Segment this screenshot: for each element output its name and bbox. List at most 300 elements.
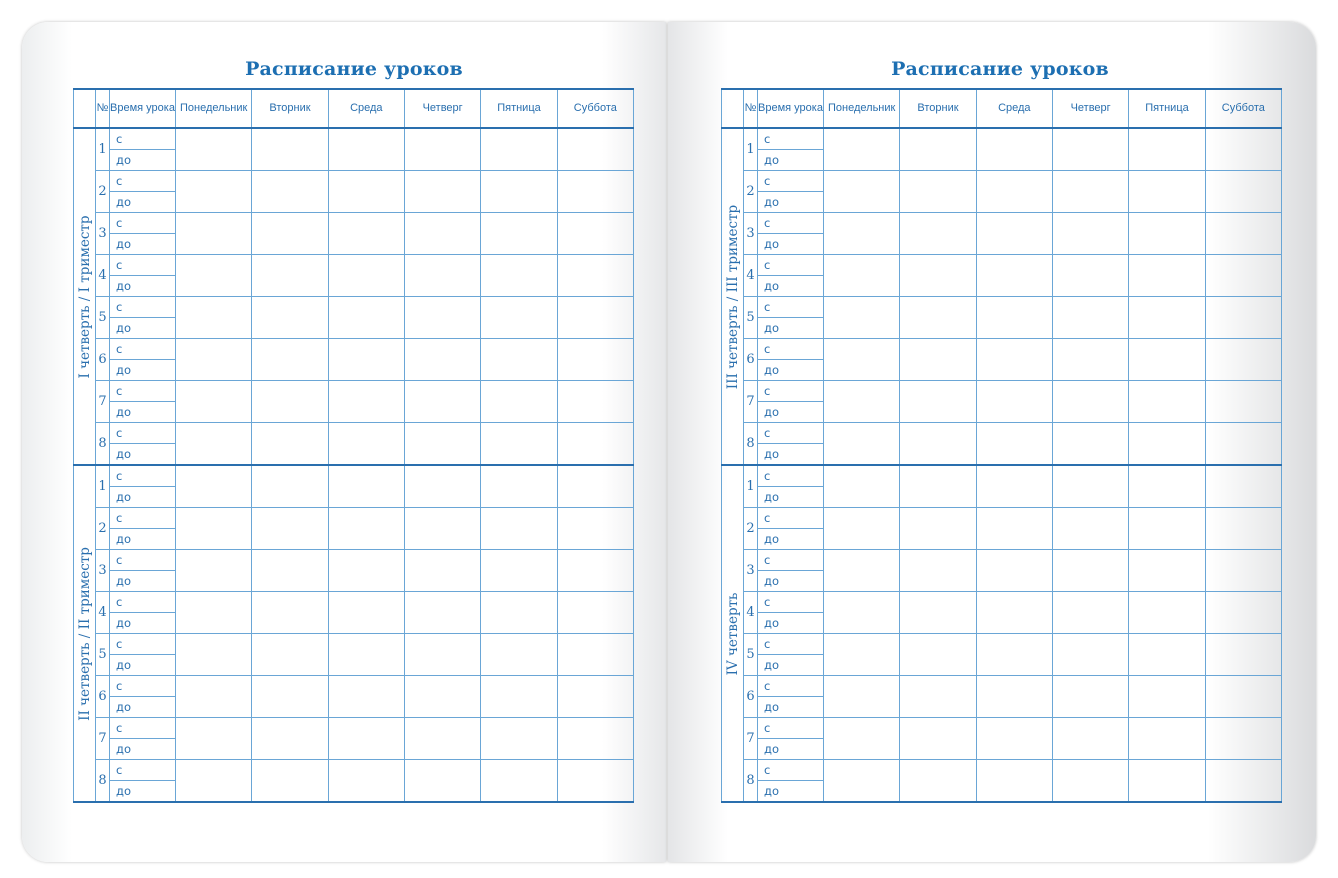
time-from-label: с bbox=[758, 171, 824, 192]
schedule-cell[interactable] bbox=[900, 718, 976, 760]
schedule-cell[interactable] bbox=[404, 423, 480, 466]
schedule-cell[interactable] bbox=[404, 128, 480, 171]
schedule-cell[interactable] bbox=[176, 676, 252, 718]
lesson-number: 4 bbox=[744, 255, 758, 297]
schedule-cell[interactable] bbox=[1129, 550, 1205, 592]
lesson-number: 7 bbox=[96, 381, 110, 423]
time-from-label: с bbox=[758, 592, 824, 613]
lesson-row-from bbox=[722, 718, 1282, 739]
schedule-cell[interactable] bbox=[900, 634, 976, 676]
time-from-label: с bbox=[758, 128, 824, 150]
schedule-cell[interactable] bbox=[1205, 171, 1281, 213]
schedule-cell[interactable] bbox=[481, 255, 557, 297]
schedule-cell[interactable] bbox=[328, 550, 404, 592]
schedule-cell[interactable] bbox=[557, 381, 633, 423]
lesson-row-from bbox=[74, 760, 634, 781]
page-title: Расписание уроков bbox=[245, 58, 463, 80]
schedule-cell[interactable] bbox=[1052, 550, 1128, 592]
schedule-cell[interactable] bbox=[252, 634, 328, 676]
schedule-cell[interactable] bbox=[900, 465, 976, 508]
schedule-cell[interactable] bbox=[176, 592, 252, 634]
lesson-row-from bbox=[722, 255, 1282, 276]
schedule-cell[interactable] bbox=[252, 592, 328, 634]
schedule-cell[interactable] bbox=[404, 255, 480, 297]
schedule-cell[interactable] bbox=[481, 718, 557, 760]
schedule-cell[interactable] bbox=[176, 381, 252, 423]
schedule-cell[interactable] bbox=[900, 255, 976, 297]
schedule-cell[interactable] bbox=[557, 718, 633, 760]
schedule-cell[interactable] bbox=[976, 550, 1052, 592]
schedule-cell[interactable] bbox=[176, 423, 252, 466]
time-to-label: до bbox=[110, 402, 176, 423]
schedule-cell[interactable] bbox=[824, 634, 900, 676]
schedule-cell[interactable] bbox=[252, 760, 328, 803]
schedule-cell[interactable] bbox=[1129, 718, 1205, 760]
schedule-cell[interactable] bbox=[252, 171, 328, 213]
time-from-label: с bbox=[110, 592, 176, 613]
schedule-cell[interactable] bbox=[824, 381, 900, 423]
schedule-cell[interactable] bbox=[481, 128, 557, 171]
schedule-cell[interactable] bbox=[1205, 718, 1281, 760]
schedule-cell[interactable] bbox=[328, 508, 404, 550]
schedule-cell[interactable] bbox=[1052, 339, 1128, 381]
lesson-row-from bbox=[74, 634, 634, 655]
number-header: № bbox=[744, 89, 758, 128]
time-from-label: с bbox=[110, 508, 176, 529]
time-from-label: с bbox=[110, 381, 176, 402]
schedule-cell[interactable] bbox=[1205, 381, 1281, 423]
day-header: Четверг bbox=[1052, 89, 1128, 128]
schedule-cell[interactable] bbox=[404, 213, 480, 255]
schedule-cell[interactable] bbox=[1205, 128, 1281, 171]
schedule-cell[interactable] bbox=[1205, 213, 1281, 255]
time-to-label: до bbox=[758, 234, 824, 255]
schedule-cell[interactable] bbox=[1205, 297, 1281, 339]
schedule-cell[interactable] bbox=[976, 465, 1052, 508]
schedule-cell[interactable] bbox=[252, 339, 328, 381]
time-to-label: до bbox=[758, 276, 824, 297]
time-from-label: с bbox=[110, 550, 176, 571]
schedule-cell[interactable] bbox=[824, 213, 900, 255]
lesson-row-from bbox=[722, 128, 1282, 150]
schedule-cell[interactable] bbox=[824, 297, 900, 339]
lesson-row-from bbox=[722, 339, 1282, 360]
quarter-header bbox=[74, 89, 96, 128]
schedule-cell[interactable] bbox=[976, 213, 1052, 255]
schedule-cell[interactable] bbox=[1129, 213, 1205, 255]
time-from-label: с bbox=[110, 760, 176, 781]
time-from-label: с bbox=[110, 634, 176, 655]
schedule-cell[interactable] bbox=[1129, 128, 1205, 171]
schedule-cell[interactable] bbox=[976, 171, 1052, 213]
schedule-cell[interactable] bbox=[404, 676, 480, 718]
lesson-row-from bbox=[74, 128, 634, 150]
schedule-cell[interactable] bbox=[1052, 760, 1128, 803]
time-to-label: до bbox=[758, 192, 824, 213]
schedule-cell[interactable] bbox=[328, 297, 404, 339]
schedule-cell[interactable] bbox=[328, 676, 404, 718]
time-from-label: с bbox=[758, 339, 824, 360]
schedule-cell[interactable] bbox=[557, 592, 633, 634]
schedule-cell[interactable] bbox=[176, 634, 252, 676]
schedule-cell[interactable] bbox=[404, 381, 480, 423]
schedule-cell[interactable] bbox=[557, 255, 633, 297]
schedule-cell[interactable] bbox=[900, 423, 976, 466]
time-to-label: до bbox=[758, 360, 824, 381]
schedule-cell[interactable] bbox=[1129, 592, 1205, 634]
quarter-label: II четверть / II триместр bbox=[76, 546, 93, 721]
lesson-number: 2 bbox=[744, 171, 758, 213]
left-page bbox=[22, 22, 666, 862]
schedule-cell[interactable] bbox=[481, 297, 557, 339]
schedule-cell[interactable] bbox=[1052, 213, 1128, 255]
schedule-cell[interactable] bbox=[328, 381, 404, 423]
schedule-cell[interactable] bbox=[404, 718, 480, 760]
schedule-cell[interactable] bbox=[1052, 592, 1128, 634]
quarter-label-cell bbox=[722, 128, 744, 465]
schedule-cell[interactable] bbox=[404, 297, 480, 339]
schedule-cell[interactable] bbox=[1129, 423, 1205, 466]
time-from-label: с bbox=[758, 760, 824, 781]
schedule-cell[interactable] bbox=[900, 381, 976, 423]
schedule-cell[interactable] bbox=[328, 128, 404, 171]
schedule-cell[interactable] bbox=[404, 465, 480, 508]
schedule-cell[interactable] bbox=[176, 465, 252, 508]
schedule-cell[interactable] bbox=[1129, 760, 1205, 803]
schedule-cell[interactable] bbox=[976, 255, 1052, 297]
time-from-label: с bbox=[758, 465, 824, 487]
time-to-label: до bbox=[110, 444, 176, 466]
schedule-cell[interactable] bbox=[481, 423, 557, 466]
schedule-cell[interactable] bbox=[976, 128, 1052, 171]
time-to-label: до bbox=[758, 150, 824, 171]
schedule-cell[interactable] bbox=[1205, 508, 1281, 550]
schedule-cell[interactable] bbox=[557, 634, 633, 676]
lesson-row-from bbox=[74, 718, 634, 739]
schedule-cell[interactable] bbox=[1205, 550, 1281, 592]
schedule-cell[interactable] bbox=[900, 297, 976, 339]
schedule-cell[interactable] bbox=[481, 760, 557, 803]
schedule-cell[interactable] bbox=[176, 128, 252, 171]
lesson-number: 8 bbox=[96, 760, 110, 803]
schedule-cell[interactable] bbox=[404, 339, 480, 381]
schedule-cell[interactable] bbox=[824, 718, 900, 760]
schedule-cell[interactable] bbox=[328, 760, 404, 803]
time-to-label: до bbox=[110, 739, 176, 760]
schedule-cell[interactable] bbox=[1052, 255, 1128, 297]
schedule-cell[interactable] bbox=[900, 760, 976, 803]
time-from-label: с bbox=[110, 128, 176, 150]
schedule-cell[interactable] bbox=[900, 213, 976, 255]
lesson-row-from bbox=[722, 381, 1282, 402]
schedule-cell[interactable] bbox=[328, 213, 404, 255]
schedule-table bbox=[73, 88, 634, 803]
lesson-row-from bbox=[722, 550, 1282, 571]
time-to-label: до bbox=[110, 360, 176, 381]
time-to-label: до bbox=[758, 529, 824, 550]
schedule-cell[interactable] bbox=[328, 171, 404, 213]
schedule-cell[interactable] bbox=[557, 128, 633, 171]
time-to-label: до bbox=[110, 150, 176, 171]
schedule-cell[interactable] bbox=[328, 255, 404, 297]
lesson-row-from bbox=[722, 171, 1282, 192]
lesson-row-from bbox=[722, 465, 1282, 487]
time-from-label: с bbox=[758, 297, 824, 318]
schedule-cell[interactable] bbox=[328, 423, 404, 466]
time-to-label: до bbox=[110, 487, 176, 508]
schedule-cell[interactable] bbox=[824, 676, 900, 718]
day-header: Суббота bbox=[1205, 89, 1281, 128]
schedule-cell[interactable] bbox=[557, 423, 633, 466]
lesson-number: 3 bbox=[96, 550, 110, 592]
schedule-cell[interactable] bbox=[900, 550, 976, 592]
schedule-cell[interactable] bbox=[976, 634, 1052, 676]
day-header: Понедельник bbox=[176, 89, 252, 128]
lesson-row-from bbox=[74, 592, 634, 613]
lesson-row-from bbox=[722, 634, 1282, 655]
quarter-label-cell bbox=[722, 465, 744, 802]
schedule-cell[interactable] bbox=[900, 128, 976, 171]
schedule-cell[interactable] bbox=[176, 508, 252, 550]
schedule-cell[interactable] bbox=[481, 465, 557, 508]
schedule-cell[interactable] bbox=[900, 171, 976, 213]
time-to-label: до bbox=[110, 234, 176, 255]
time-to-label: до bbox=[758, 781, 824, 803]
schedule-cell[interactable] bbox=[557, 550, 633, 592]
schedule-cell[interactable] bbox=[824, 465, 900, 508]
schedule-cell[interactable] bbox=[404, 592, 480, 634]
schedule-cell[interactable] bbox=[824, 760, 900, 803]
schedule-cell[interactable] bbox=[481, 339, 557, 381]
schedule-cell[interactable] bbox=[1052, 465, 1128, 508]
schedule-cell[interactable] bbox=[481, 634, 557, 676]
schedule-cell[interactable] bbox=[976, 381, 1052, 423]
schedule-cell[interactable] bbox=[824, 508, 900, 550]
schedule-cell[interactable] bbox=[976, 297, 1052, 339]
schedule-cell[interactable] bbox=[481, 550, 557, 592]
quarter-label: I четверть / I триместр bbox=[76, 214, 93, 379]
schedule-cell[interactable] bbox=[176, 255, 252, 297]
schedule-cell[interactable] bbox=[900, 592, 976, 634]
schedule-cell[interactable] bbox=[976, 423, 1052, 466]
schedule-cell[interactable] bbox=[481, 592, 557, 634]
schedule-cell[interactable] bbox=[404, 550, 480, 592]
schedule-cell[interactable] bbox=[824, 128, 900, 171]
schedule-cell[interactable] bbox=[1205, 634, 1281, 676]
schedule-cell[interactable] bbox=[824, 171, 900, 213]
schedule-cell[interactable] bbox=[481, 508, 557, 550]
schedule-cell[interactable] bbox=[1052, 508, 1128, 550]
time-to-label: до bbox=[110, 192, 176, 213]
schedule-cell[interactable] bbox=[1129, 381, 1205, 423]
lesson-number: 7 bbox=[96, 718, 110, 760]
time-to-label: до bbox=[758, 402, 824, 423]
lesson-number: 1 bbox=[96, 128, 110, 171]
schedule-cell[interactable] bbox=[1052, 128, 1128, 171]
schedule-cell[interactable] bbox=[252, 465, 328, 508]
schedule-cell[interactable] bbox=[328, 718, 404, 760]
time-from-label: с bbox=[758, 550, 824, 571]
schedule-cell[interactable] bbox=[1052, 423, 1128, 466]
quarter-label-cell bbox=[74, 465, 96, 802]
schedule-cell[interactable] bbox=[252, 381, 328, 423]
schedule-cell[interactable] bbox=[557, 508, 633, 550]
schedule-cell[interactable] bbox=[176, 213, 252, 255]
schedule-cell[interactable] bbox=[824, 339, 900, 381]
time-from-label: с bbox=[110, 171, 176, 192]
lesson-number: 5 bbox=[744, 634, 758, 676]
page-title: Расписание уроков bbox=[891, 58, 1109, 80]
schedule-cell[interactable] bbox=[1205, 465, 1281, 508]
schedule-cell[interactable] bbox=[1129, 676, 1205, 718]
schedule-cell[interactable] bbox=[252, 297, 328, 339]
schedule-cell[interactable] bbox=[1129, 508, 1205, 550]
time-from-label: с bbox=[110, 297, 176, 318]
schedule-cell[interactable] bbox=[824, 592, 900, 634]
schedule-cell[interactable] bbox=[481, 171, 557, 213]
schedule-cell[interactable] bbox=[976, 718, 1052, 760]
quarter-label: IV четверть bbox=[724, 592, 741, 675]
schedule-cell[interactable] bbox=[176, 339, 252, 381]
schedule-cell[interactable] bbox=[1129, 297, 1205, 339]
schedule-cell[interactable] bbox=[176, 550, 252, 592]
lesson-row-from bbox=[722, 508, 1282, 529]
schedule-cell[interactable] bbox=[1205, 676, 1281, 718]
schedule-cell[interactable] bbox=[176, 718, 252, 760]
schedule-cell[interactable] bbox=[481, 676, 557, 718]
schedule-cell[interactable] bbox=[1052, 634, 1128, 676]
lesson-number: 7 bbox=[744, 718, 758, 760]
schedule-cell[interactable] bbox=[252, 550, 328, 592]
schedule-cell[interactable] bbox=[252, 213, 328, 255]
lesson-row-from bbox=[722, 676, 1282, 697]
lesson-row-from bbox=[722, 213, 1282, 234]
day-header: Понедельник bbox=[824, 89, 900, 128]
schedule-cell[interactable] bbox=[404, 634, 480, 676]
quarter-label-cell bbox=[74, 128, 96, 465]
schedule-cell[interactable] bbox=[1205, 339, 1281, 381]
lesson-row-from bbox=[722, 423, 1282, 444]
schedule-cell[interactable] bbox=[900, 339, 976, 381]
time-from-label: с bbox=[758, 718, 824, 739]
lesson-number: 8 bbox=[96, 423, 110, 466]
schedule-cell[interactable] bbox=[557, 339, 633, 381]
schedule-cell[interactable] bbox=[557, 760, 633, 803]
time-to-label: до bbox=[110, 571, 176, 592]
schedule-cell[interactable] bbox=[481, 381, 557, 423]
day-header: Вторник bbox=[252, 89, 328, 128]
schedule-cell[interactable] bbox=[328, 592, 404, 634]
schedule-cell[interactable] bbox=[1205, 592, 1281, 634]
schedule-cell[interactable] bbox=[1129, 339, 1205, 381]
schedule-cell[interactable] bbox=[328, 339, 404, 381]
schedule-cell[interactable] bbox=[824, 423, 900, 466]
schedule-cell[interactable] bbox=[557, 213, 633, 255]
day-header: Вторник bbox=[900, 89, 976, 128]
schedule-cell[interactable] bbox=[1205, 760, 1281, 803]
day-header: Пятница bbox=[481, 89, 557, 128]
time-to-label: до bbox=[758, 613, 824, 634]
schedule-cell[interactable] bbox=[557, 465, 633, 508]
schedule-cell[interactable] bbox=[557, 297, 633, 339]
schedule-cell[interactable] bbox=[252, 128, 328, 171]
schedule-cell[interactable] bbox=[404, 760, 480, 803]
schedule-cell[interactable] bbox=[1129, 255, 1205, 297]
lesson-row-from bbox=[74, 676, 634, 697]
day-header: Суббота bbox=[557, 89, 633, 128]
time-to-label: до bbox=[110, 318, 176, 339]
lesson-row-from bbox=[74, 339, 634, 360]
schedule-cell[interactable] bbox=[976, 508, 1052, 550]
schedule-cell[interactable] bbox=[976, 592, 1052, 634]
time-from-label: с bbox=[110, 465, 176, 487]
day-header: Четверг bbox=[404, 89, 480, 128]
schedule-cell[interactable] bbox=[328, 634, 404, 676]
schedule-cell[interactable] bbox=[1052, 297, 1128, 339]
schedule-cell[interactable] bbox=[900, 508, 976, 550]
schedule-cell[interactable] bbox=[1129, 634, 1205, 676]
schedule-cell[interactable] bbox=[900, 676, 976, 718]
schedule-cell[interactable] bbox=[176, 760, 252, 803]
time-to-label: до bbox=[758, 487, 824, 508]
schedule-cell[interactable] bbox=[252, 676, 328, 718]
schedule-cell[interactable] bbox=[1129, 171, 1205, 213]
schedule-cell[interactable] bbox=[1129, 465, 1205, 508]
lesson-number: 2 bbox=[96, 508, 110, 550]
schedule-cell[interactable] bbox=[1205, 423, 1281, 466]
day-header: Среда bbox=[328, 89, 404, 128]
lesson-number: 4 bbox=[744, 592, 758, 634]
schedule-cell[interactable] bbox=[557, 676, 633, 718]
lesson-number: 8 bbox=[744, 760, 758, 803]
lesson-number: 2 bbox=[744, 508, 758, 550]
time-from-label: с bbox=[110, 339, 176, 360]
schedule-cell[interactable] bbox=[557, 171, 633, 213]
time-from-label: с bbox=[110, 213, 176, 234]
schedule-cell[interactable] bbox=[824, 255, 900, 297]
schedule-cell[interactable] bbox=[481, 213, 557, 255]
lesson-row-from bbox=[74, 465, 634, 487]
lesson-number: 2 bbox=[96, 171, 110, 213]
schedule-cell[interactable] bbox=[252, 423, 328, 466]
schedule-cell[interactable] bbox=[176, 171, 252, 213]
schedule-cell[interactable] bbox=[976, 760, 1052, 803]
lesson-number: 5 bbox=[96, 297, 110, 339]
lesson-number: 1 bbox=[96, 465, 110, 508]
schedule-cell[interactable] bbox=[1052, 171, 1128, 213]
schedule-cell[interactable] bbox=[176, 297, 252, 339]
lesson-number: 6 bbox=[96, 676, 110, 718]
schedule-cell[interactable] bbox=[1052, 381, 1128, 423]
schedule-cell[interactable] bbox=[252, 718, 328, 760]
lesson-row-from bbox=[74, 171, 634, 192]
schedule-cell[interactable] bbox=[404, 171, 480, 213]
schedule-cell[interactable] bbox=[1205, 255, 1281, 297]
schedule-cell[interactable] bbox=[824, 550, 900, 592]
time-from-label: с bbox=[758, 508, 824, 529]
time-from-label: с bbox=[758, 676, 824, 697]
time-to-label: до bbox=[110, 655, 176, 676]
schedule-cell[interactable] bbox=[404, 508, 480, 550]
schedule-cell[interactable] bbox=[252, 255, 328, 297]
schedule-cell[interactable] bbox=[1052, 718, 1128, 760]
schedule-cell[interactable] bbox=[328, 465, 404, 508]
schedule-cell[interactable] bbox=[1052, 676, 1128, 718]
schedule-cell[interactable] bbox=[976, 676, 1052, 718]
lesson-number: 3 bbox=[744, 213, 758, 255]
schedule-cell[interactable] bbox=[252, 508, 328, 550]
schedule-cell[interactable] bbox=[976, 339, 1052, 381]
